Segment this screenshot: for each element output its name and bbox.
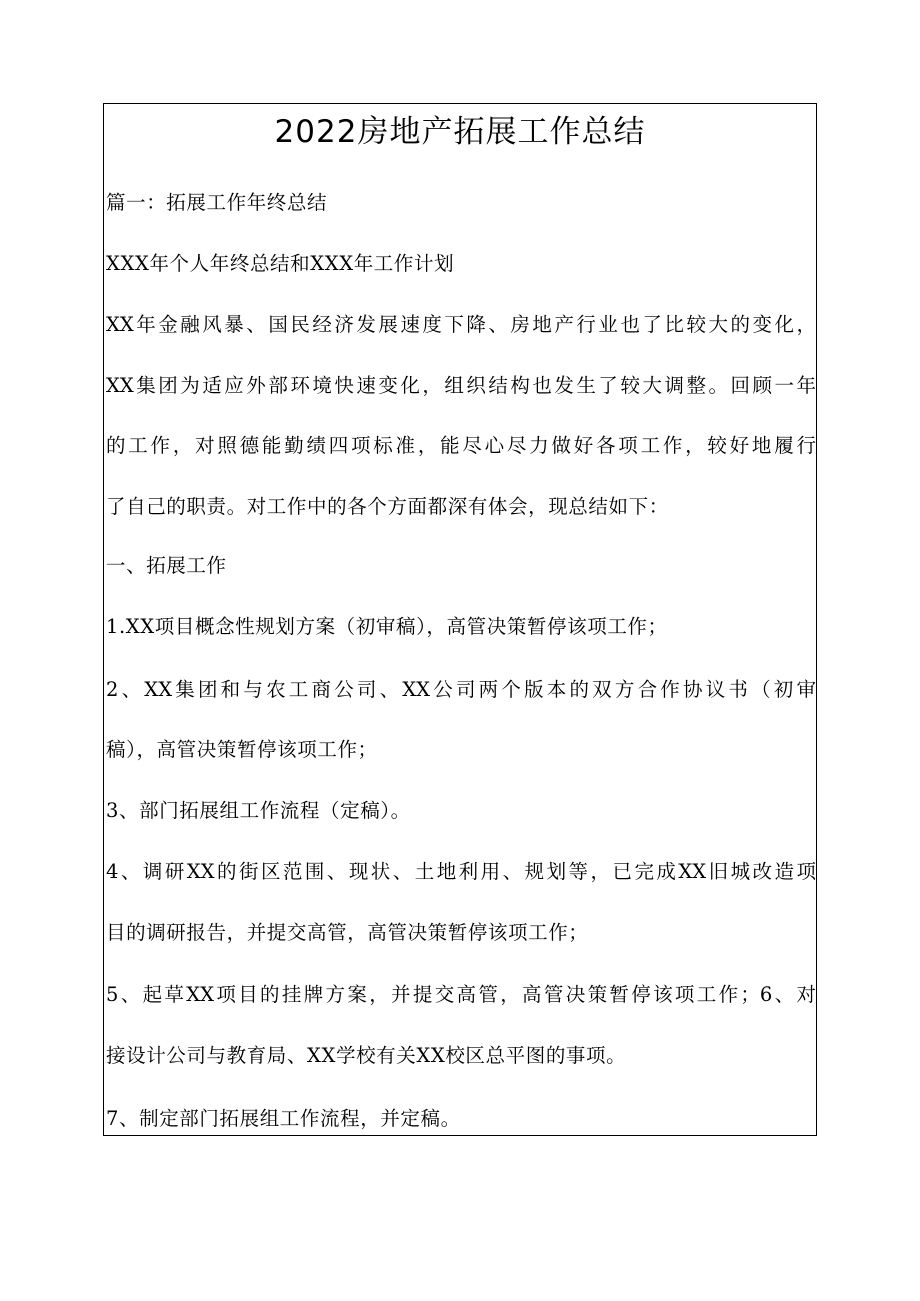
intro-line-1: XX年金融风暴、国民经济发展速度下降、房地产行业也了比较大的变化，	[106, 313, 816, 336]
list-item-3: 3、部门拓展组工作流程（定稿）。	[106, 799, 411, 822]
list-item-2-line-1: 2、XX集团和与农工商公司、XX公司两个版本的双方合作协议书（初审	[106, 678, 816, 701]
section-heading: 篇一：拓展工作年终总结	[106, 191, 328, 214]
list-item-5-line-2: 接设计公司与教育局、XX学校有关XX校区总平图的事项。	[106, 1044, 627, 1067]
list-item-5-line-1: 5、起草XX项目的挂牌方案，并提交高管，高管决策暂停该项工作；6、对	[106, 983, 816, 1006]
subtitle: XXX年个人年终总结和XXX年工作计划	[106, 252, 455, 275]
list-item-4-line-1: 4、调研XX的街区范围、现状、土地利用、规划等，已完成XX旧城改造项	[106, 860, 816, 883]
intro-line-3: 的工作，对照德能勤绩四项标准，能尽心尽力做好各项工作，较好地履行	[106, 434, 816, 457]
list-item-7: 7、制定部门拓展组工作流程，并定稿。	[106, 1107, 461, 1130]
intro-line-4: 了自己的职责。对工作中的各个方面都深有体会，现总结如下：	[106, 495, 669, 518]
part-heading: 一、拓展工作	[106, 554, 227, 577]
list-item-4-line-2: 目的调研报告，并提交高管，高管决策暂停该项工作；	[106, 921, 589, 944]
list-item-1: 1.XX项目概念性规划方案（初审稿），高管决策暂停该项工作；	[106, 615, 668, 638]
list-item-2-line-2: 稿），高管决策暂停该项工作；	[106, 738, 378, 761]
document-title: 2022房地产拓展工作总结	[274, 114, 646, 150]
intro-line-2: XX集团为适应外部环境快速变化，组织结构也发生了较大调整。回顾一年	[106, 374, 816, 397]
